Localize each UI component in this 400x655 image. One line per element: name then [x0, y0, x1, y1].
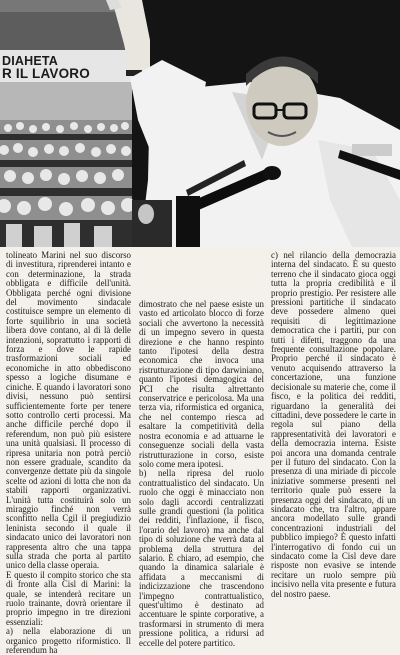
banner-line-1: DIAHETA	[2, 54, 59, 68]
banner-line-2: R IL LAVORO	[2, 66, 90, 81]
paragraph: E questo il compito storico che sta di fronte alla Cisl di Marini: la quale, se intenderà recitare un ruolo trainante, dovrà orientare il proprio impegno in tre direzioni essenziali:	[6, 569, 131, 627]
paragraph: b) nella ripresa del ruolo contrattualistico del sindacato. Un ruolo che oggi è minacciato non solo dagli accordi centralizzati sulle grandi questioni (la politica dei redditi, l'inflazione, il fisco, l'orario del lavoro) ma anche dal tipo di soluzione che verrà data al problema della struttura del salario. È chiaro, ad esempio, che quando la dinamica salariale è affidata a meccanismi di indicizzazione che trascendono l'impegno contrattualistico, quest'ultimo è destinato ad accentuare le spinte corporative, a trasformarsi in strumento di mera pressione politica, a ridursi ad eccelle del potere partitico.	[139, 468, 264, 648]
text-column-2	[139, 300, 264, 648]
paragraph: c) nel rilancio della democrazia interna del sindacato. È su questo terreno che il sindacato gioca oggi tutta la propria credibilità e il proprio prestigio. Per resistere alle pressioni partitiche il sindacato deve possedere almeno quei requisiti di legittimazione democratica che i partiti, pur con tutti i difetti, traggono da una frequente consultazione popolare. Proprio perché il sindacato è venuto acquisendo attraverso la concertazione, una funzione decisionale su materie che, come il fisco, e la politica dei redditi, riguardano la generalità dei cittadini, deve possedere le carte in regola sul piano della rappresentatività dei lavoratori e della democrazia interna. Esiste poi ancora una domanda centrale per il futuro del sindacato. Con la presenza di una miriade di piccole iniziative sommerse presenti nel territorio quale può essere la presenza oggi del sindacato, di un sindacato che, tra l'altro, appare ancora modellato sulle grandi concentrazioni industriali del pubblico impiego? È questo infatti l'interrogativo di fondo cui un sindacato come la Cisl deve dare risposte non evasive se intende recitare un ruolo sempre più incisivo nella vita presente e futura del nostro paese.	[271, 250, 396, 599]
photo-illustration	[0, 0, 400, 247]
paragraph: dimostrato che nel paese esiste un vasto ed articolato blocco di forze sociali che avvertono la necessità di un impegno severo in questa direzione e che hanno respinto tanto l'ipotesi della destra economica che invoca una ristrutturazione di tipo darwiniano, quanto l'ipotesi demagogica del PCI che risulta altrettanto conservatrice e pericolosa. Ma una terza via, riformistica ed organica, che nel contempo riesca ad esaltare la competitività della nostra economia e ad attuarne le conseguenze sociali della vasta ristrutturazione in corso, esiste solo come mera ipotesi.	[139, 299, 264, 469]
paragraph: tolineato Marini nel suo discorso di investitura, riprenderei intanto e con determinazione, la strada obbligata e difficile dell'unità. Obbligata perché ogni divisione del movimento sindacale costituisce sempre un elemento di forte squilibrio in una società libera dove contano, al di là delle intenzioni, soprattutto i rapporti di forza e dove le rapide trasformazioni sociali ed economiche in atto obbediscono spesso a logiche disumane e ciniche. E quando i lavoratori sono divisi, nessuno può sentirsi sufficientemente forte per tenere sotto controllo certi processi. Ma anche difficile perché dopo il referendum, non può più esistere una unità qualsiasi. Il processo di ripresa unitaria non potrà perciò non essere graduale, scandito da convergenze dettate più da singole scelte od azioni di lotta che non da stabili rapporti organizzativi. L'unità tutta costituirà solo un miraggio finché non verrà sconfitto nella Cgil il pregiudizio leninista secondo il quale il sindacato unico dei lavoratori non rappresenta altro che una tappa sulla strada che porta al partito unico della classe operaia.	[6, 250, 131, 571]
text-column-3	[271, 251, 396, 599]
paragraph: a) nella elaborazione di un organico progetto riformistico. Il referendum ha	[6, 626, 131, 655]
text-column-1	[6, 251, 131, 655]
news-photo	[0, 0, 400, 247]
